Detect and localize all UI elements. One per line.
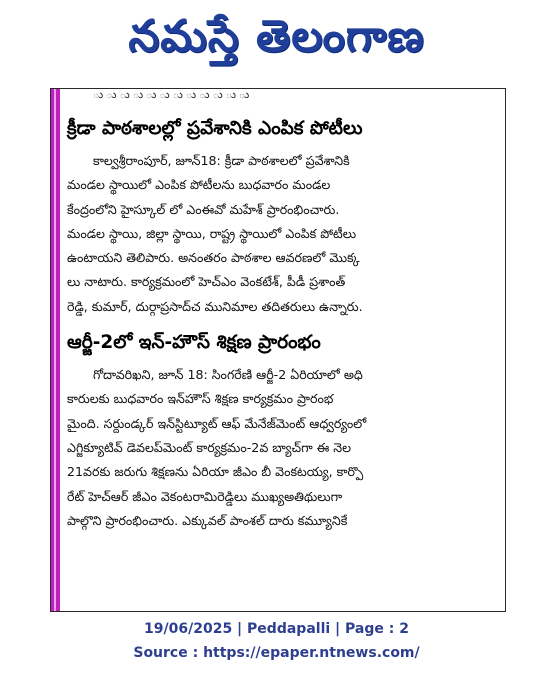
masthead (0, 0, 553, 84)
source-url: Source : https://epaper.ntnews.com/ (133, 645, 420, 661)
article-line: రేట్ హెచ్ఆర్ జీఎం వెకంటరామిరెడ్డిలు ముఖ్యఅతిథులుగా (67, 488, 343, 504)
article-line: కారులకు బుధవారం ఇన్‌హౌస్ శిక్షణ కార్యక్రమం ప్రారంభ (67, 391, 334, 407)
article-line: లు నాటారు. కార్యక్రమంలో హెచ్ఎం వెంకటేశ్, పీడీ ప్రశాంత్ (67, 274, 346, 290)
masthead-logo-text: నమస్తే తెలంగాణ (128, 11, 425, 62)
article-line: పాల్గొని ప్రారంభించారు. ఎక్కువల్ పాంశల్ దారు కమ్యూనికే (67, 512, 348, 528)
article-line: కేంద్రంలోని హైస్కూల్ లో ఎంఈవో మహేశ్ ప్రారంభించారు. (67, 201, 340, 217)
article-line: గోదావరిఖని, జూన్ 18: సింగరేణి ఆర్జీ-2 ఏరియాలో అధి (93, 367, 363, 383)
article-body (67, 149, 499, 319)
article-line: కాల్వశ్రీరాంపూర్, జూన్18: క్రీడా పాఠశాలలో ప్రవేశానికి (93, 153, 350, 168)
article-headline: క్రీడా పాఠశాలల్లో ప్రవేశానికి ఎంపిక పోటీలు (67, 118, 363, 139)
article-line: మండల స్థాయి, జిల్లా స్థాయి, రాష్ట్ర స్థాయిలో ఎంపిక పోటీలు (67, 225, 357, 241)
article-line: రెడ్డి, కుమార్, దుర్గాప్రసాద్‌చ మునిమాల తదితరులు ఉన్నారు. (67, 298, 363, 314)
cut-off-text-line: ు ు ు ు ు ు ు ు ు ు ు ు (93, 88, 250, 99)
edition-info: 19/06/2025 | Peddapalli | Page : 2 (144, 621, 409, 637)
column-divider-bar (51, 89, 60, 611)
news-clipping (50, 88, 506, 612)
article-line: ఉంటాయని తెలిపారు. అనంతరం పాఠశాల ఆవరణలో మొక్క (67, 250, 360, 266)
article-line: 21వరకు జరుగు శిక్షణను ఏరియా జీఎం బీ వెంకటయ్య, కార్పొ (67, 464, 364, 480)
article-line: మండల స్థాయిలో ఎంపిక పోటీలను బుధవారం మండల (67, 177, 331, 193)
article-headline: ఆర్జీ-2లో ఇన్-హౌస్ శిక్షణ ప్రారంభం (67, 332, 321, 354)
article-body (67, 363, 499, 533)
clipping-column (63, 89, 499, 533)
article-line: మైంది. సర్దుండ్కర్ ఇన్‌స్టిట్యూట్ ఆఫ్ మేనేజ్‌మెంట్ ఆధ్వర్యంలో (67, 415, 367, 431)
article-line: ఎగ్జిక్యూటివ్ డెవలప్‌మెంట్ కార్యక్రమం-2వ బ్యాచ్‌గా ఈ నెల (67, 439, 352, 455)
